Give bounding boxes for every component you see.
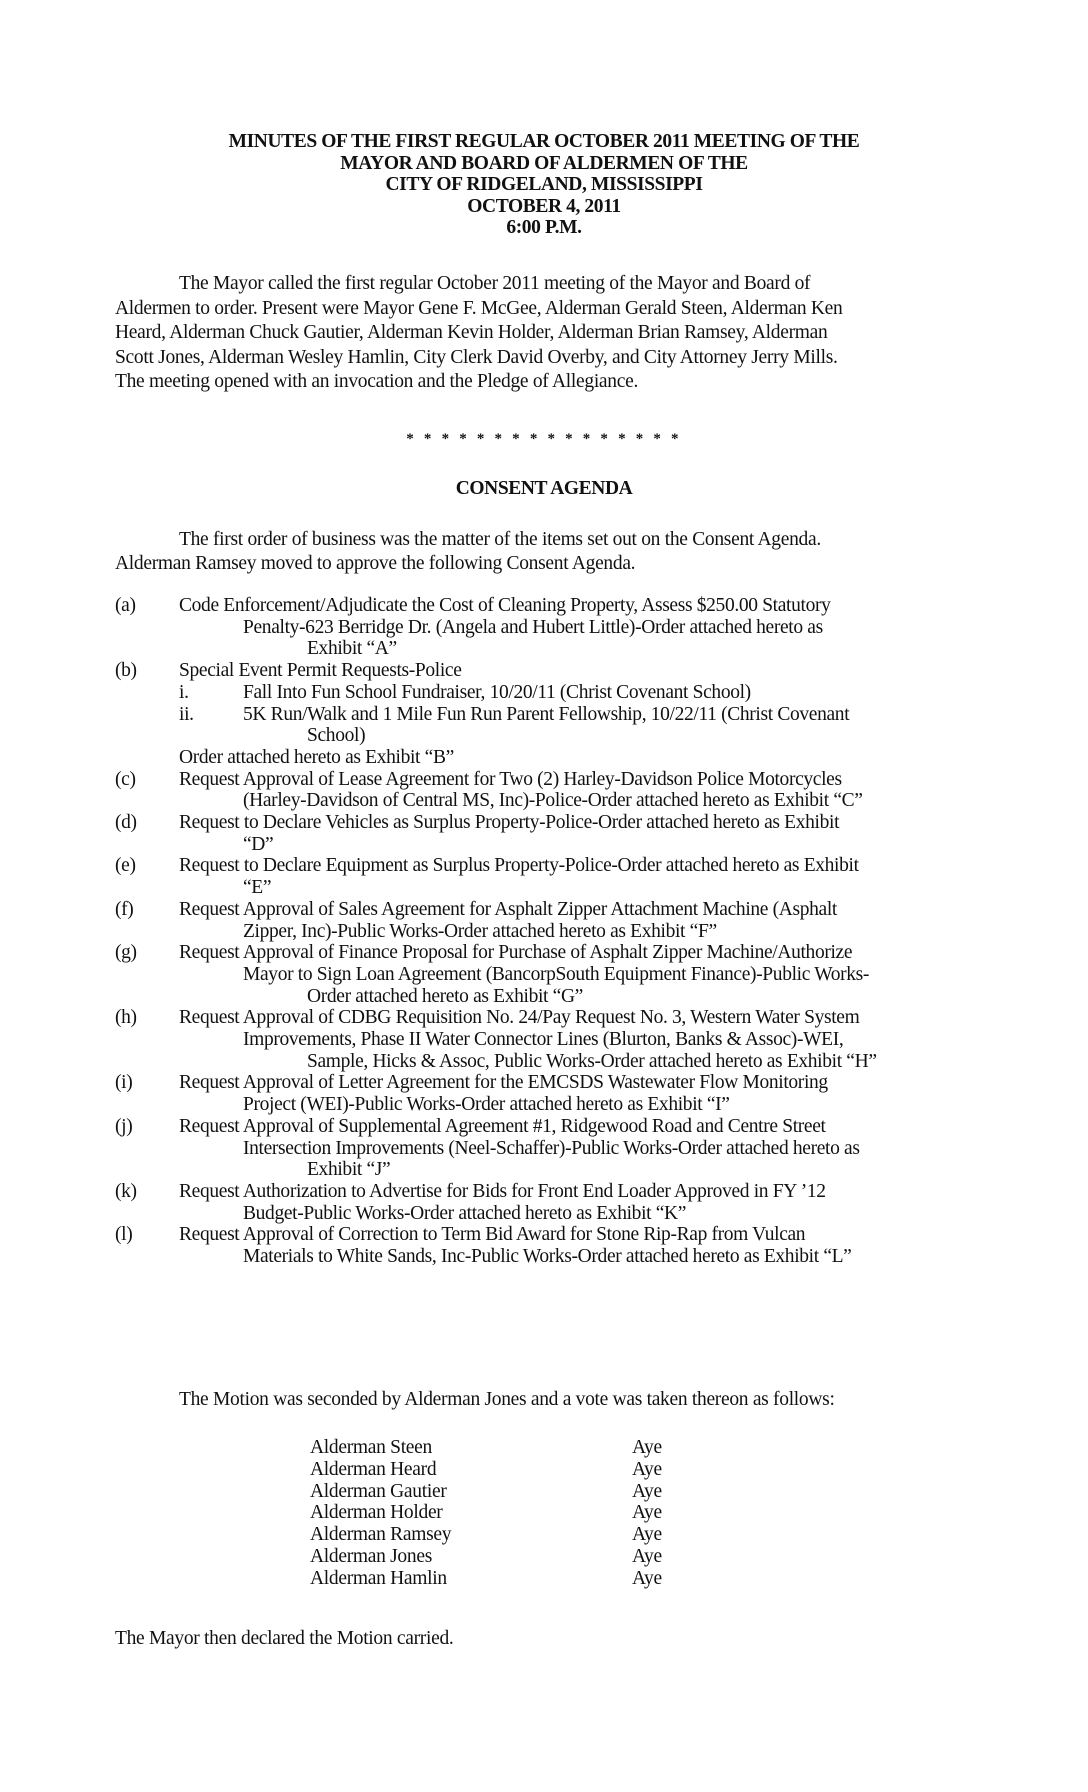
sub-item-line: 5K Run/Walk and 1 Mile Fun Run Parent Fellowship, 10/22/11 (Christ Covenant — [243, 703, 850, 725]
agenda-item-g — [115, 942, 985, 1007]
consent-intro-line: The first order of business was the matter of the items set out on the Consent Agenda. — [179, 529, 821, 550]
voter-name: Alderman Ramsey — [310, 1524, 452, 1546]
sub-item-line: School) — [307, 725, 366, 747]
vote-value: Aye — [632, 1437, 662, 1458]
item-line: Zipper, Inc)-Public Works-Order attached hereto as Exhibit “F” — [243, 920, 717, 942]
title-line: OCTOBER 4, 2011 — [467, 195, 621, 217]
voter-name: Alderman Holder — [310, 1502, 443, 1524]
item-label: (b) — [115, 660, 137, 682]
item-line: Request Approval of Finance Proposal for Purchase of Asphalt Zipper Machine/Authorize — [179, 942, 853, 964]
item-line: Request Approval of Sales Agreement for Asphalt Zipper Attachment Machine (Asphalt — [179, 898, 837, 920]
agenda-item-d — [115, 812, 985, 855]
title-line: 6:00 P.M. — [506, 217, 582, 238]
consent-agenda-list — [115, 595, 985, 1268]
motion-result-text: The Mayor then declared the Motion carried. — [115, 1628, 454, 1649]
voter-name: Alderman Jones — [310, 1545, 432, 1567]
item-line: Budget-Public Works-Order attached hereto as Exhibit “K” — [243, 1202, 687, 1224]
title-line: CITY OF RIDGELAND, MISSISSIPPI — [385, 174, 703, 195]
item-line: Request Authorization to Advertise for Bids for Front End Loader Approved in FY ’12 — [179, 1180, 826, 1202]
item-label: (h) — [115, 1007, 137, 1029]
intro-line: Aldermen to order. Present were Mayor Gene F. McGee, Alderman Gerald Steen, Alderman Ken — [115, 297, 843, 319]
item-label: (k) — [115, 1180, 137, 1202]
voter-name: Alderman Gautier — [310, 1480, 447, 1502]
voter-name: Alderman Steen — [310, 1437, 432, 1458]
item-trailer: Order attached hereto as Exhibit “B” — [179, 746, 454, 768]
item-label: (g) — [115, 942, 137, 964]
item-line: Exhibit “J” — [307, 1159, 391, 1181]
agenda-item-a — [115, 595, 985, 660]
agenda-item-b — [115, 660, 985, 769]
intro-line: Scott Jones, Alderman Wesley Hamlin, City Clerk David Overby, and City Attorney Jerry Mills. — [115, 346, 838, 368]
motion-seconded-text: The Motion was seconded by Alderman Jones and a vote was taken thereon as follows: — [179, 1389, 835, 1410]
intro-line: The Mayor called the first regular October 2011 meeting of the Mayor and Board of — [179, 273, 811, 294]
intro-line: The meeting opened with an invocation and the Pledge of Allegiance. — [115, 371, 639, 392]
vote-value: Aye — [632, 1567, 662, 1589]
vote-value: Aye — [632, 1458, 662, 1480]
item-line: Materials to White Sands, Inc-Public Works-Order attached hereto as Exhibit “L” — [243, 1246, 852, 1268]
item-line: “E” — [243, 877, 272, 899]
item-label: (c) — [115, 768, 136, 790]
sub-item-ii — [115, 704, 985, 747]
agenda-item-e — [115, 855, 985, 898]
consent-intro-line: Alderman Ramsey moved to approve the following Consent Agenda. — [115, 553, 636, 574]
agenda-item-i — [115, 1072, 985, 1115]
item-line: Order attached hereto as Exhibit “G” — [307, 985, 583, 1007]
sub-item-line: Fall Into Fun School Fundraiser, 10/20/11 (Christ Covenant School) — [243, 681, 751, 703]
item-line: Penalty-623 Berridge Dr. (Angela and Hubert Little)-Order attached hereto as — [243, 616, 823, 638]
item-line: Intersection Improvements (Neel-Schaffer)-Public Works-Order attached hereto as — [243, 1137, 860, 1159]
item-line: Request Approval of Lease Agreement for Two (2) Harley-Davidson Police Motorcycles — [179, 768, 842, 790]
item-label: (f) — [115, 898, 134, 920]
item-line: Request Approval of Correction to Term Bid Award for Stone Rip-Rap from Vulcan — [179, 1224, 806, 1246]
item-label: (e) — [115, 855, 136, 877]
item-line: Request to Declare Equipment as Surplus Property-Police-Order attached hereto as Exhibit — [179, 855, 859, 877]
agenda-item-j — [115, 1116, 985, 1181]
item-label: (d) — [115, 812, 137, 834]
agenda-item-f — [115, 899, 985, 942]
voter-name: Alderman Hamlin — [310, 1567, 447, 1589]
agenda-item-h — [115, 1007, 985, 1072]
item-line: Request Approval of Supplemental Agreement #1, Ridgewood Road and Centre Street — [179, 1115, 826, 1137]
item-label: (l) — [115, 1224, 133, 1246]
title-line: MAYOR AND BOARD OF ALDERMEN OF THE — [340, 152, 748, 174]
item-line: Request to Declare Vehicles as Surplus Property-Police-Order attached hereto as Exhibit — [179, 812, 840, 834]
consent-intro-paragraph — [115, 528, 975, 576]
item-line: “D” — [243, 833, 274, 855]
item-line: Exhibit “A” — [307, 638, 397, 660]
item-line: Sample, Hicks & Assoc, Public Works-Order attached hereto as Exhibit “H” — [307, 1050, 877, 1072]
item-label: (j) — [115, 1115, 133, 1137]
agenda-item-c — [115, 769, 985, 812]
sub-item-label: ii. — [179, 703, 194, 725]
vote-value: Aye — [632, 1502, 662, 1524]
sub-item-i — [115, 682, 985, 704]
item-line: Code Enforcement/Adjudicate the Cost of Cleaning Property, Assess $250.00 Statutory — [179, 595, 831, 616]
vote-value: Aye — [632, 1545, 662, 1567]
item-line: Mayor to Sign Loan Agreement (BancorpSouth Equipment Finance)-Public Works- — [243, 963, 870, 985]
intro-line: Heard, Alderman Chuck Gautier, Alderman Kevin Holder, Alderman Brian Ramsey, Alderman — [115, 322, 828, 343]
item-line: Request Approval of Letter Agreement for the EMCSDS Wastewater Flow Monitoring — [179, 1072, 828, 1094]
agenda-item-l — [115, 1224, 985, 1267]
consent-agenda-heading: CONSENT AGENDA — [455, 478, 633, 499]
title-line: MINUTES OF THE FIRST REGULAR OCTOBER 2011 MEETING OF THE — [228, 131, 860, 152]
sub-item-label: i. — [179, 681, 189, 703]
vote-value: Aye — [632, 1524, 662, 1546]
item-line: (Harley-Davidson of Central MS, Inc)-Police-Order attached hereto as Exhibit “C” — [243, 790, 863, 812]
item-label: (a) — [115, 595, 136, 616]
agenda-item-k — [115, 1181, 985, 1224]
vote-value: Aye — [632, 1480, 662, 1502]
document-title — [0, 131, 1088, 239]
intro-paragraph — [115, 272, 975, 395]
item-line: Request Approval of CDBG Requisition No. 24/Pay Request No. 3, Western Water System — [179, 1007, 860, 1029]
section-separator: * * * * * * * * * * * * * * * * — [406, 431, 682, 447]
item-line: Improvements, Phase II Water Connector Lines (Blurton, Banks & Assoc)-WEI, — [243, 1029, 844, 1051]
item-label: (i) — [115, 1072, 133, 1094]
voter-name: Alderman Heard — [310, 1458, 437, 1480]
item-line: Special Event Permit Requests-Police — [179, 660, 462, 682]
item-line: Project (WEI)-Public Works-Order attached hereto as Exhibit “I” — [243, 1094, 730, 1116]
